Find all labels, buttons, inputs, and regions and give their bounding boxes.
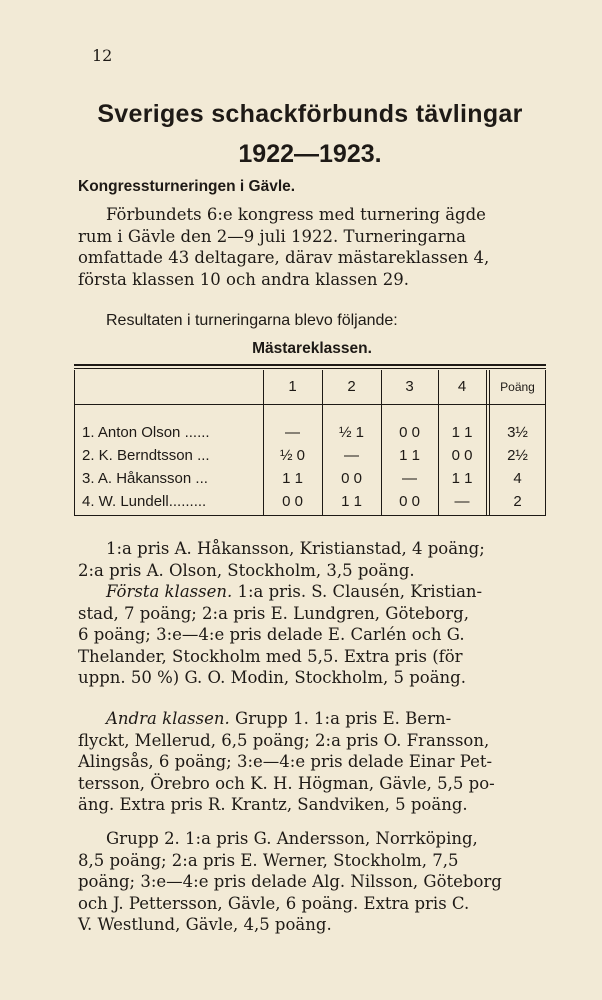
intro-paragraph (78, 204, 556, 290)
text-line: 8,5 poäng; 2:a pris E. Werner, Stockholm, 7,5 (78, 850, 459, 870)
table-cell: — (285, 424, 300, 441)
text-line: Thelander, Stockholm med 5,5. Extra pris (för (78, 646, 463, 666)
table-header-cell: 1 (288, 378, 297, 395)
results-intro (78, 310, 556, 332)
table-border-right (545, 370, 546, 515)
table-cell: — (454, 493, 470, 510)
grupp2-paragraph (78, 828, 556, 936)
table-top-rule (74, 364, 546, 366)
forsta-label: Första klassen. (106, 582, 233, 601)
table-cell: 1 1 (282, 470, 303, 487)
text-line (78, 581, 556, 603)
table-cell: 0 0 (282, 493, 303, 510)
table-row-name: 1. Anton Olson ...... (82, 424, 210, 441)
text-line: Alingsås, 6 poäng; 3:e—4:e pris delade Einar Pet- (78, 752, 493, 771)
text-line: V. Westlund, Gävle, 4,5 poäng. (78, 915, 332, 934)
text-fragment: Grupp 1. 1:a pris E. Bern- (229, 709, 452, 728)
text-line: poäng; 3:e—4:e pris delade Alg. Nilsson, Göteborg (78, 872, 502, 891)
table-cell: 1 1 (341, 493, 362, 510)
table-cell: 1 1 (451, 470, 473, 487)
table-bottom-rule (74, 515, 546, 516)
text-line: 2:a pris A. Olson, Stockholm, 3,5 poäng. (78, 560, 415, 580)
text-line (78, 708, 556, 730)
table-caption: Mästareklassen. (252, 340, 372, 357)
table-cell: 0 0 (399, 424, 420, 441)
table-row-name: 2. K. Berndtsson ... (82, 447, 210, 464)
table-header-cell: 2 (347, 378, 356, 395)
table-cell: ½ 0 (279, 447, 306, 464)
table-border-left (74, 370, 75, 515)
text-line: och J. Pettersson, Gävle, 6 poäng. Extra pris C. (78, 893, 470, 913)
table-cell: 0 0 (451, 447, 473, 464)
table-points: 2½ (507, 447, 528, 464)
text-line: 1:a pris A. Håkansson, Kristianstad, 4 poäng; (106, 539, 485, 558)
andra-klassen-paragraph (78, 708, 556, 816)
table-top-rule-thin (74, 368, 546, 369)
section-heading: Kongressturneringen i Gävle. (78, 178, 296, 195)
text-line: första klassen 10 och andra klassen 29. (78, 269, 409, 289)
andra-label: Andra klassen. (106, 709, 230, 728)
master-prizes (78, 538, 556, 581)
page-number: 12 (92, 46, 113, 65)
table-header-rule (74, 404, 546, 405)
table-cell: — (344, 447, 359, 464)
table-cell: — (402, 470, 417, 487)
text-line: stad, 7 poäng; 2:a pris E. Lundgren, Göteborg, (78, 603, 469, 623)
text-line: äng. Extra pris R. Krantz, Sandviken, 5 poäng. (78, 795, 468, 814)
table-points: 2 (513, 493, 522, 510)
table-cell: 1 1 (451, 424, 473, 441)
table-col-divider (486, 370, 487, 515)
table-cell: 1 1 (399, 447, 420, 464)
page-title: Sveriges schackförbunds tävlingar (97, 100, 523, 128)
table-header-cell: 3 (405, 378, 414, 395)
text-fragment: 1:a pris. S. Clausén, Kristian- (232, 582, 483, 601)
text-line: omfattade 43 deltagare, därav mästareklassen 4, (78, 248, 490, 267)
text-line: rum i Gävle den 2—9 juli 1922. Turneringarna (78, 226, 466, 246)
table-row-name: 4. W. Lundell......... (82, 493, 207, 510)
table-points: 3½ (507, 424, 528, 441)
page-title-years: 1922—1923. (238, 140, 382, 168)
table-points: 4 (513, 470, 522, 487)
text-line: tersson, Örebro och K. H. Högman, Gävle, 5,5 po- (78, 773, 495, 793)
table-header-cell: 4 (457, 378, 467, 395)
text-line: Resultaten i turneringarna blevo följande: (106, 312, 398, 329)
text-line: Förbundets 6:e kongress med turnering ägde (106, 205, 486, 224)
table-cell: ½ 1 (338, 424, 365, 441)
table-cell: 0 0 (399, 493, 420, 510)
text-line: flyckt, Mellerud, 6,5 poäng; 2:a pris O. Fransson, (78, 730, 490, 750)
text-line: uppn. 50 %) G. O. Modin, Stockholm, 5 poäng. (78, 668, 466, 687)
table-row-name: 3. A. Håkansson ... (82, 470, 208, 487)
table-cell: 0 0 (341, 470, 362, 487)
text-line: Grupp 2. 1:a pris G. Andersson, Norrköping, (106, 829, 478, 848)
text-line: 6 poäng; 3:e—4:e pris delade E. Carlén och G. (78, 625, 465, 644)
table-header-cell: Poäng (500, 380, 535, 394)
forsta-klassen-paragraph (78, 581, 556, 689)
